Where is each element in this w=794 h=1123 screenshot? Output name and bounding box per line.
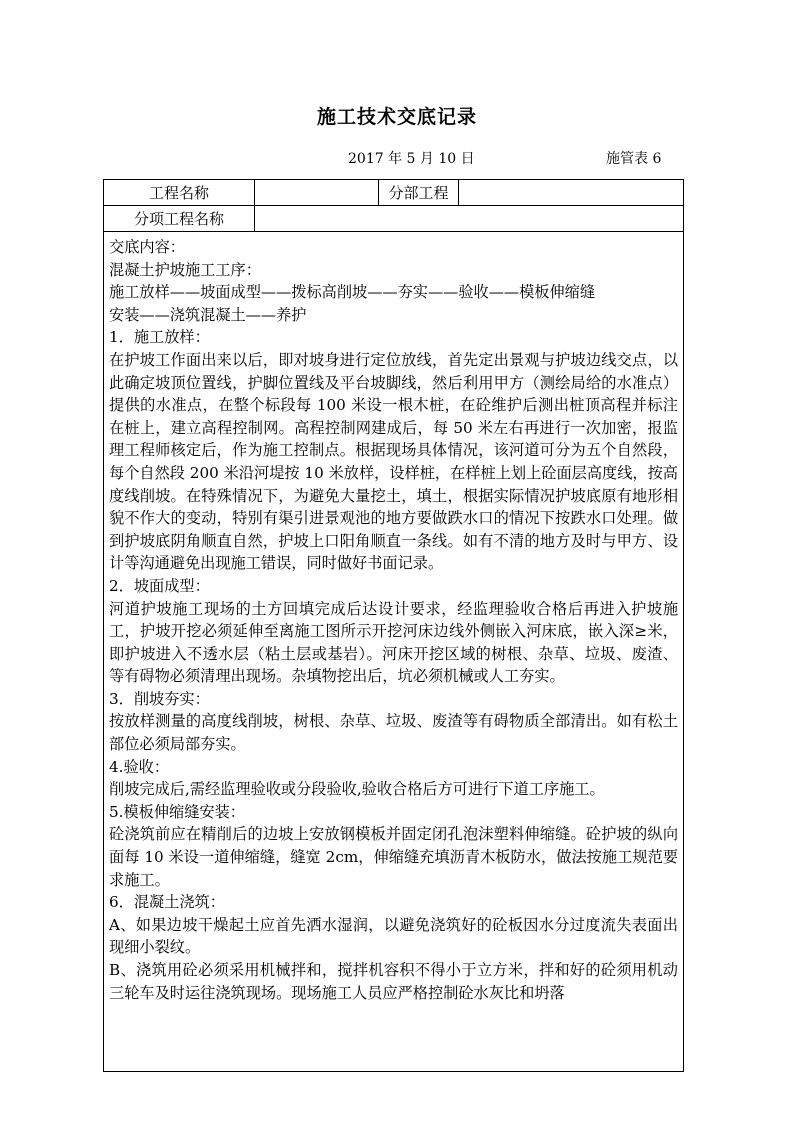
project-name-label: 工程名称 bbox=[104, 180, 255, 206]
section-body: 砼浇筑前应在精削后的边坡上安放钢模板并固定闭孔泡沫塑料伸缩缝。砼护坡的纵向面每 10 米设一道伸缩缝，缝宽 2cm，伸缩缝充填沥青木板防水，做法按施工规范要求施工。 bbox=[109, 825, 678, 889]
section-body: 削坡完成后,需经监理验收或分段验收,验收合格后方可进行下道工序施工。 bbox=[109, 780, 605, 799]
subitem-row bbox=[104, 206, 684, 232]
record-date: 2017 年 5 月 10 日 bbox=[348, 151, 475, 167]
project-name-value[interactable] bbox=[255, 180, 379, 206]
section-heading: 4.验收： bbox=[109, 757, 170, 776]
content-line: 安装——浇筑混凝土——养护 bbox=[109, 305, 307, 324]
form-number: 施管表 6 bbox=[606, 151, 662, 167]
section-heading: 1．施工放样： bbox=[109, 328, 210, 347]
content-line: 混凝土护坡施工工序： bbox=[109, 260, 261, 279]
section-body: B、浇筑用砼必须采用机械拌和，搅拌机容积不得小于立方米，拌和好的砼须用机动三轮车及时运往浇筑现场。现场施工人员应严格控制砼水灰比和坍落 bbox=[109, 961, 678, 1002]
section-heading: 5.模板伸缩缝安装： bbox=[109, 802, 245, 821]
section-heading: 6．混凝土浇筑： bbox=[109, 893, 225, 912]
page-title: 施工技术交底记录 bbox=[316, 106, 477, 128]
subitem-value[interactable] bbox=[255, 206, 684, 232]
project-row bbox=[104, 180, 684, 206]
section-body: A、如果边坡干燥起土应首先洒水湿润，以避免浇筑好的砼板因水分过度流失表面出现细小裂纹。 bbox=[109, 915, 678, 957]
content-heading: 交底内容： bbox=[109, 238, 185, 256]
division-value[interactable] bbox=[459, 180, 684, 206]
content-line: 施工放样——坡面成型——拨标高削坡——夯实——验收——模板伸缩缝 bbox=[109, 283, 595, 302]
section-body: 河道护坡施工现场的土方回填完成后达设计要求，经监理验收合格后再进入护坡施工，护坡开挖必须延伸至离施工图所示开挖河床边线外侧嵌入河床底，嵌入深≥米，即护坡进入不透水层（粘土层或基岩）。河床开挖区域的树根、杂草、垃圾、废渣、等有碍物必须清理出现场。杂填物挖出后，坑必须机械或人工夯实。 bbox=[109, 599, 678, 686]
section-heading: 2．坡面成型： bbox=[109, 576, 210, 595]
content-row bbox=[104, 232, 684, 1072]
subitem-label: 分项工程名称 bbox=[104, 206, 255, 232]
section-heading: 3．削坡夯实： bbox=[109, 689, 210, 708]
briefing-content bbox=[104, 232, 684, 1072]
section-body: 在护坡工作面出来以后，即对坡身进行定位放线，首先定出景观与护坡边线交点，以此确定坡顶位置线，护脚位置线及平台坡脚线，然后利用甲方（测绘局给的水准点）提供的水准点，在整个标段每 100 米设一根木桩，在砼维护后测出桩顶高程并标注在桩上，建立高程控制网。高程控制网建成后，每 50 米左右再进行一次加密，报监理工程师核定后，作为施工控制点。根据现场具体情况，该河道可分为五个自然段，每个自然段 200 米沿河堤按 10 米放样，设样桩，在样桩上划上砼面层高度线，按高度线削坡。在特殊情况下，为避免大量挖土，填土，根据实际情况护坡底原有地形相貌不作大的变动，特别有渠引进景观池的地方要做跌水口的情况下按跌水口处理。做到护坡底阴角顺直自然，护坡上口阳角顺直一条线。如有不清的地方及时与甲方、设计等沟通避免出现施工错误，同时做好书面记录。 bbox=[109, 350, 678, 573]
section-body: 按放样测量的高度线削坡，树根、杂草、垃圾、废渣等有碍物质全部清出。如有松土部位必须局部夯实。 bbox=[109, 712, 678, 754]
record-table bbox=[103, 179, 684, 1072]
division-label: 分部工程 bbox=[379, 180, 459, 206]
